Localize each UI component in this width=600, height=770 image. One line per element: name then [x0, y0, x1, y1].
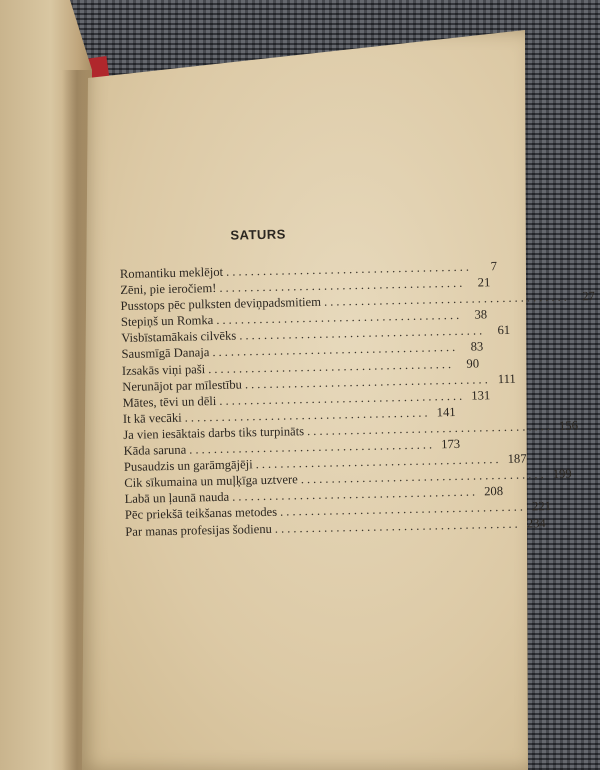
toc-entries [119, 259, 596, 540]
toc-entry-title: Zēni, pie ieročiem! [120, 281, 217, 298]
toc-entry-page: 173 [441, 436, 461, 452]
toc-dot-leader: ........................................ [244, 371, 491, 392]
toc-dot-leader: ........................................ [216, 308, 463, 328]
toc-entry-page: 83 [470, 339, 484, 355]
toc-dot-leader: ........................................ [274, 516, 521, 536]
toc-entry-page: 208 [484, 484, 504, 499]
toc-dot-leader: ........................................ [300, 467, 547, 487]
toc-entry-title: Par manas profesijas šodienu [125, 521, 272, 539]
toc-entry-page: 131 [471, 388, 491, 403]
toc-entry-page: 27 [582, 289, 596, 304]
toc-dot-leader: ........................................ [189, 437, 436, 457]
table-of-contents [119, 224, 596, 540]
toc-entry-page: 141 [436, 404, 456, 420]
toc-entry-page: 61 [497, 323, 511, 338]
toc-entry-title: Pusstops pēc pulksten deviņpadsmitiem [120, 294, 322, 314]
toc-entry-page: 7 [490, 259, 498, 274]
toc-dot-leader: ........................................ [323, 289, 571, 309]
toc-entry-page: 38 [474, 307, 488, 322]
toc-entry-title: Mātes, tēvi un dēli [122, 393, 217, 410]
toc-entry-title: It kā vecāki [122, 410, 182, 426]
toc-entry-page: 199 [552, 466, 572, 482]
toc-dot-leader: ........................................ [219, 388, 466, 408]
toc-entry-title: Pēc priekšā teikšanas metodes [124, 505, 278, 523]
toc-entry-title: Stepiņš un Romka [120, 313, 214, 330]
toc-dot-leader: ........................................ [208, 356, 455, 376]
toc-dot-leader: ........................................ [279, 499, 527, 520]
toc-entry-title: Izsakās viņi paši [121, 361, 206, 378]
toc-dot-leader: ........................................ [232, 484, 479, 504]
toc-entry-title: Kāda saruna [123, 442, 187, 458]
toc-entry-title: Cik sīkumaina un muļķīga uztvere [124, 472, 298, 491]
toc-entry-page: 156 [558, 418, 579, 433]
toc-entry-title: Visbīstamākais cilvēks [121, 328, 237, 346]
toc-entry-title: Ja vien iesāktais darbs tiks turpināts [123, 424, 305, 442]
toc-entry-page: 187 [507, 451, 527, 467]
toc-title: SATURS [230, 226, 287, 243]
toc-entry-page: 221 [531, 499, 552, 514]
toc-entry-title: Sausmīgā Danaja [121, 345, 210, 362]
toc-dot-leader: ........................................ [239, 323, 486, 343]
toc-entry-title: Romantiku meklējot [119, 264, 224, 281]
toc-dot-leader: ........................................ [219, 275, 466, 296]
toc-dot-leader: ........................................ [306, 418, 554, 439]
toc-entry-title: Nerunājot par mīlestību [122, 377, 243, 394]
toc-dot-leader: ........................................ [255, 452, 502, 472]
toc-entry-page: 90 [466, 356, 480, 371]
toc-entry-title: Pusaudzis un garāmgājēji [123, 457, 253, 475]
toc-dot-leader: ........................................ [212, 340, 459, 360]
toc-dot-leader: ........................................ [225, 259, 473, 279]
toc-dot-leader: ........................................ [184, 405, 431, 425]
toc-entry-title: Labā un ļaunā nauda [124, 490, 230, 507]
toc-entry-page: 21 [477, 275, 491, 290]
toc-entry-page: 234 [526, 515, 546, 531]
toc-entry-page: 111 [497, 371, 516, 386]
